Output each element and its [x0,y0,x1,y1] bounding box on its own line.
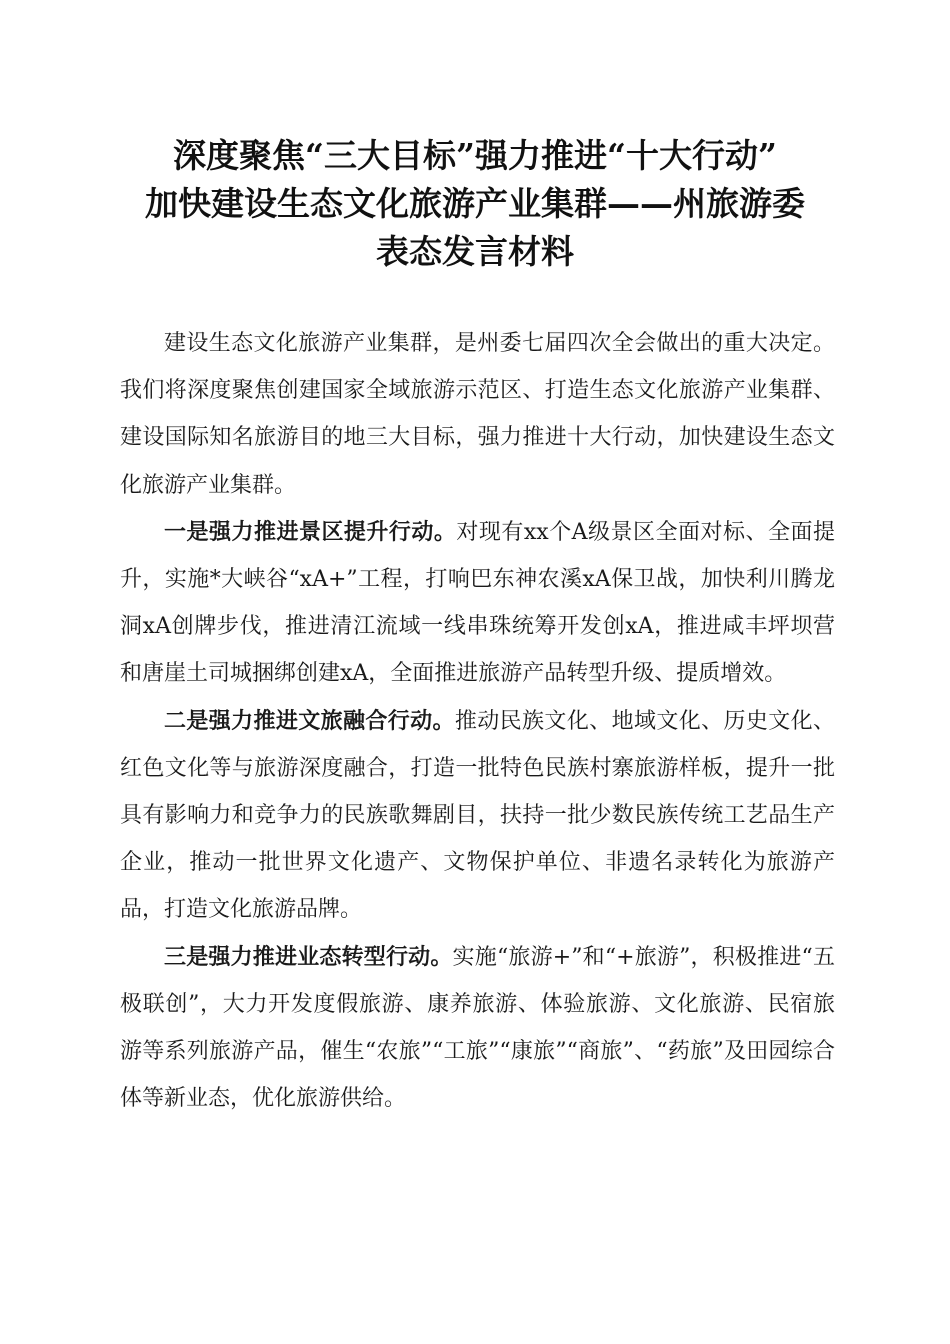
paragraph-lead: 三是强力推进业态转型行动。 [164,943,453,970]
paragraph-culture-tourism [120,698,835,934]
paragraph-scenic-upgrade [120,509,835,698]
paragraph-intro [120,320,835,509]
paragraph-lead: 二是强力推进文旅融合行动。 [164,707,455,734]
paragraph-text: 推动民族文化、地域文化、历史文化、红色文化等与旅游深度融合，打造一批特色民族村寨旅游样板，提升一批具有影响力和竞争力的民族歌舞剧目，扶持一批少数民族传统工艺品生产企业，推动一批世界文化遗产、文物保护单位、非遗名录转化为旅游产品，打造文化旅游品牌。 [120,708,835,923]
paragraph-business-transform [120,934,835,1123]
paragraph-text: 实施“旅游+”和“+旅游”，积极推进“五极联创”，大力开发度假旅游、康养旅游、体验旅游、文化旅游、民宿旅游等系列旅游产品，催生“农旅”“工旅”“康旅”“商旅”、“药旅”及田园综合体等新业态，优化旅游供给。 [120,944,835,1112]
document-title [100,132,850,276]
paragraph-lead: 一是强力推进景区提升行动。 [164,518,457,545]
paragraph-text: 建设生态文化旅游产业集群，是州委七届四次全会做出的重大决定。我们将深度聚焦创建国家全域旅游示范区、打造生态文化旅游产业集群、建设国际知名旅游目的地三大目标，强力推进十大行动，加快建设生态文化旅游产业集群。 [120,331,835,498]
title-line-1: 深度聚焦“三大目标”强力推进“十大行动” [173,136,777,175]
title-line-2: 加快建设生态文化旅游产业集群——州旅游委 [145,184,805,223]
paragraph-text: 对现有xx个A级景区全面对标、全面提升，实施*大峡谷“xA+”工程，打响巴东神农溪xA保卫战，加快利川腾龙洞xA创牌步伐，推进清江流域一线串珠统筹开发创xA，推进咸丰坪坝营和唐崖土司城捆绑创建xA，全面推进旅游产品转型升级、提质增效。 [120,519,835,687]
title-line-3: 表态发言材料 [376,232,574,271]
document-body [120,320,835,1122]
